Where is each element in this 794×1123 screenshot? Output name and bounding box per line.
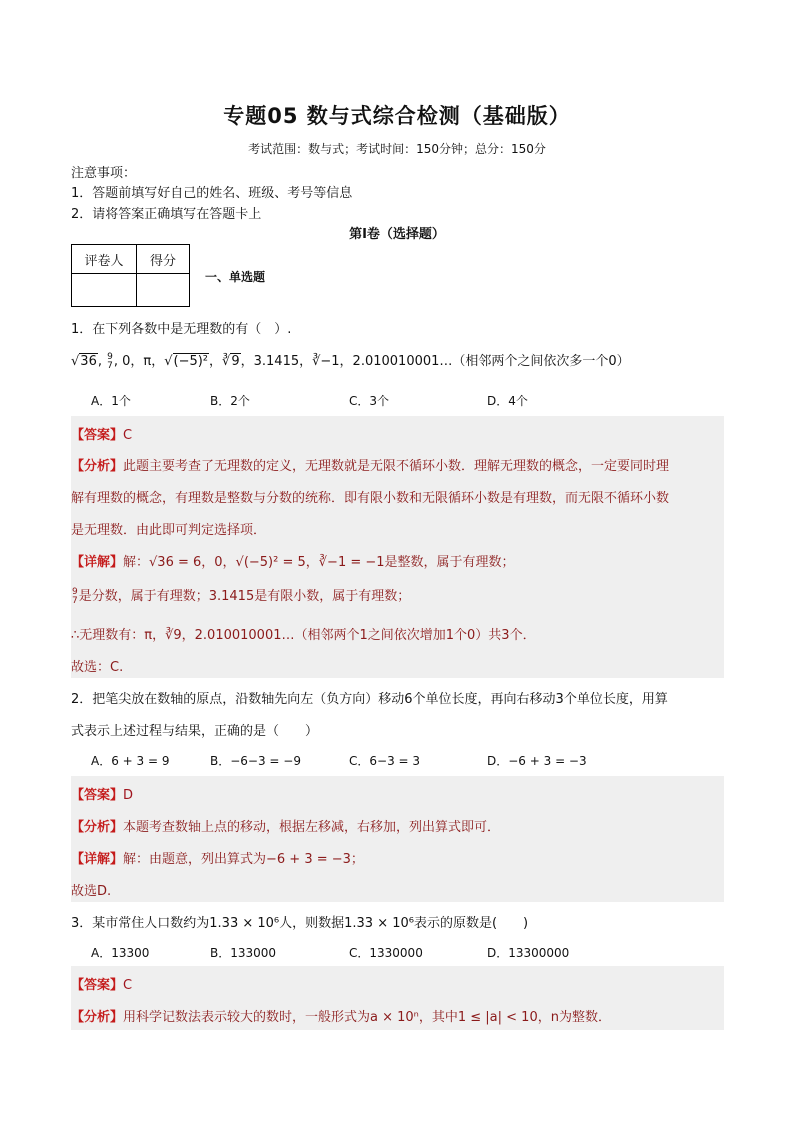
grader-cell[interactable] — [72, 274, 137, 307]
exam-info: 考试范围：数与式；考试时间：150分钟；总分：150分 — [248, 142, 546, 156]
question-stem: 3．某市常住人口数约为1.33 × 10⁶人，则数据1.33 × 10⁶表示的原数是( ) — [71, 916, 529, 931]
section-title: 一、单选题 — [205, 270, 266, 284]
analysis-tag: 【分析】 — [71, 820, 124, 835]
analysis-text: 此题主要考查了无理数的定义，无理数就是无限不循环小数．理解无理数的概念，一定要同时理 — [123, 459, 670, 474]
conclusion: 故选D. — [71, 884, 112, 899]
notice-item: 2．请将答案正确填写在答题卡上 — [71, 207, 262, 222]
option-d[interactable]: D．4个 — [487, 394, 528, 408]
options — [71, 944, 731, 960]
answer-value: C — [123, 428, 133, 443]
notice-item: 1．答题前填写好自己的姓名、班级、考号等信息 — [71, 186, 353, 201]
page-title: 专题05 数与式综合检测（基础版） — [223, 104, 571, 128]
detail-tag: 【详解】 — [71, 555, 124, 570]
option-b[interactable]: B．2个 — [210, 394, 250, 408]
detail-line: 9 7 是分数，属于有理数；3.1415是有限小数，属于有理数； — [72, 586, 411, 606]
answer-tag: 【答案】 — [71, 978, 124, 993]
option-b[interactable]: B．133000 — [210, 946, 277, 960]
options — [71, 752, 731, 768]
analysis-tag: 【分析】 — [71, 1010, 124, 1025]
option-a[interactable]: A．1个 — [91, 394, 131, 408]
answer-value: C — [123, 978, 133, 993]
analysis-line — [71, 816, 500, 835]
answer-line — [71, 974, 132, 993]
question-stem: 1．在下列各数中是无理数的有（ ）. — [71, 322, 292, 337]
number-list-tail: 3.1415，∛−1，2.010010001…（相邻两个之间依次多一个0） — [253, 354, 630, 369]
grader-header: 评卷人 — [72, 245, 137, 274]
detail-text: ∴无理数有：π，∛9，2.010010001…（相邻两个1之间依次增加1个0）共3个． — [71, 628, 536, 643]
answer-line — [71, 424, 132, 443]
answer-block — [71, 776, 724, 902]
score-cell[interactable] — [137, 274, 190, 307]
grader-table — [71, 244, 190, 307]
option-c[interactable]: C．3个 — [349, 394, 390, 408]
option-a[interactable]: A．6 + 3 = 9 — [91, 754, 170, 768]
detail-tag: 【详解】 — [71, 852, 124, 867]
option-d[interactable]: D．13300000 — [487, 946, 570, 960]
analysis-text: 解有理数的概念，有理数是整数与分数的统称．即有限小数和无限循环小数是有理数，而无限不循环小数 — [71, 491, 670, 506]
detail-text: 解：由题意，列出算式为−6 + 3 = −3； — [123, 852, 364, 867]
question-stem: 2．把笔尖放在数轴的原点，沿数轴先向左（负方向）移动6个单位长度，再向右移动3个单位长度，用算 — [71, 692, 668, 707]
detail-text: 解：√36 = 6，0，√(−5)² = 5，∛−1 = −1是整数，属于有理数； — [123, 555, 515, 570]
question-stem: 式表示上述过程与结果，正确的是（ ） — [71, 724, 319, 739]
detail-line — [71, 848, 364, 867]
detail-text: 是分数，属于有理数；3.1415是有限小数，属于有理数； — [78, 589, 411, 604]
detail-line — [71, 551, 515, 570]
analysis-line — [71, 1006, 611, 1025]
answer-value: D — [123, 788, 134, 803]
score-header: 得分 — [137, 245, 190, 274]
answer-tag: 【答案】 — [71, 788, 124, 803]
option-d[interactable]: D．−6 + 3 = −3 — [487, 754, 587, 768]
analysis-text: 本题考查数轴上点的移动，根据左移减，右移加，列出算式即可． — [123, 820, 501, 835]
option-a[interactable]: A．13300 — [91, 946, 150, 960]
notice-heading: 注意事项： — [71, 166, 137, 181]
analysis-tag: 【分析】 — [71, 459, 124, 474]
number-list: √36, 9 7 , 0，π，√(−5)²，∛9，3.1415，∛−1，2.010010001…（相邻两个之间依次多一个0） — [71, 351, 630, 371]
option-b[interactable]: B．−6−3 = −9 — [210, 754, 301, 768]
conclusion: 故选：C. — [71, 660, 124, 675]
answer-tag: 【答案】 — [71, 428, 124, 443]
answer-line — [71, 784, 133, 803]
analysis-text: 是无理数．由此即可判定选择项． — [71, 523, 267, 538]
option-c[interactable]: C．1330000 — [349, 946, 423, 960]
volume-title: 第I卷（选择题） — [349, 227, 445, 242]
analysis-line — [71, 455, 669, 474]
options — [71, 392, 731, 408]
option-c[interactable]: C．6−3 = 3 — [349, 754, 421, 768]
analysis-text: 用科学记数法表示较大的数时，一般形式为a × 10ⁿ，其中1 ≤ |a| < 10，n为整数． — [123, 1010, 611, 1025]
